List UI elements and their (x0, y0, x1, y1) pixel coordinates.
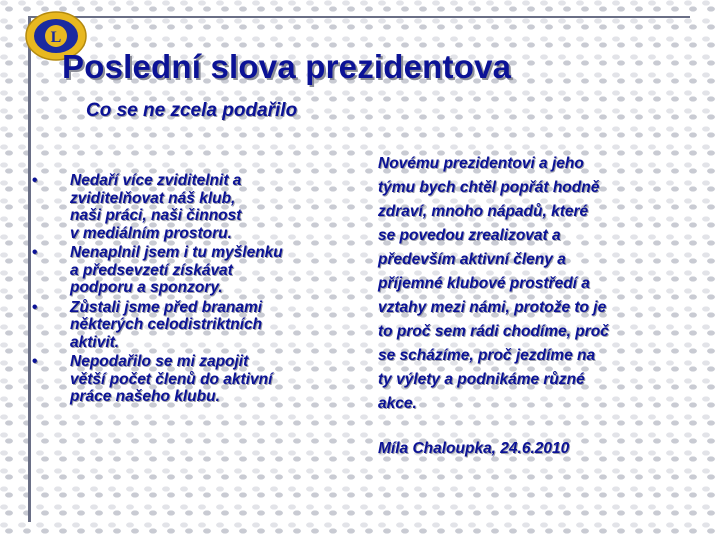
slide-subtitle: Co se ne zcela podařilo (86, 100, 298, 121)
bullet-dot: • (32, 298, 38, 316)
bullet-text: Nenaplnil jsem i tu myšlenku a předsevzetí získávat podporu a sponzory. (70, 244, 283, 296)
bullet-text: Zůstali jsme před branami některých celodistriktních aktivit. (70, 298, 263, 351)
bullet-text: Nepodařilo se mi zapojit větší počet členů do aktivní práce našeho klubu. (70, 353, 273, 405)
top-rule (28, 16, 690, 18)
bullet-dot: • (32, 244, 38, 261)
bullet-list (32, 172, 362, 408)
slide-title: Poslední slova prezidentova (62, 48, 512, 85)
bullet-item (32, 299, 362, 352)
signature: Míla Chaloupka, 24.6.2010 (378, 440, 570, 457)
wishes-paragraph: Novému prezidentovi a jeho týmu bych chtěl popřát hodně zdraví, mnoho nápadů, které se povedou zrealizovat a především aktivní členy a příjemné klubové prostředí a vztahy mezi námi, protože to je to proč sem rádi chodíme, proč se scházíme, proč jezdíme na ty výlety a podnikáme různé akce. (378, 155, 609, 412)
left-rule (28, 16, 31, 522)
bullet-item (32, 172, 362, 242)
bullet-dot: • (32, 172, 38, 189)
bullet-text: Nedaří více zviditelnit a zviditelňovat náš klub, naši práci, naši činnost v mediálním prostoru. (70, 172, 242, 242)
bullet-item (32, 353, 362, 406)
bullet-item (32, 244, 362, 297)
logo-letter: L (50, 29, 62, 46)
bullet-dot: • (32, 353, 38, 370)
